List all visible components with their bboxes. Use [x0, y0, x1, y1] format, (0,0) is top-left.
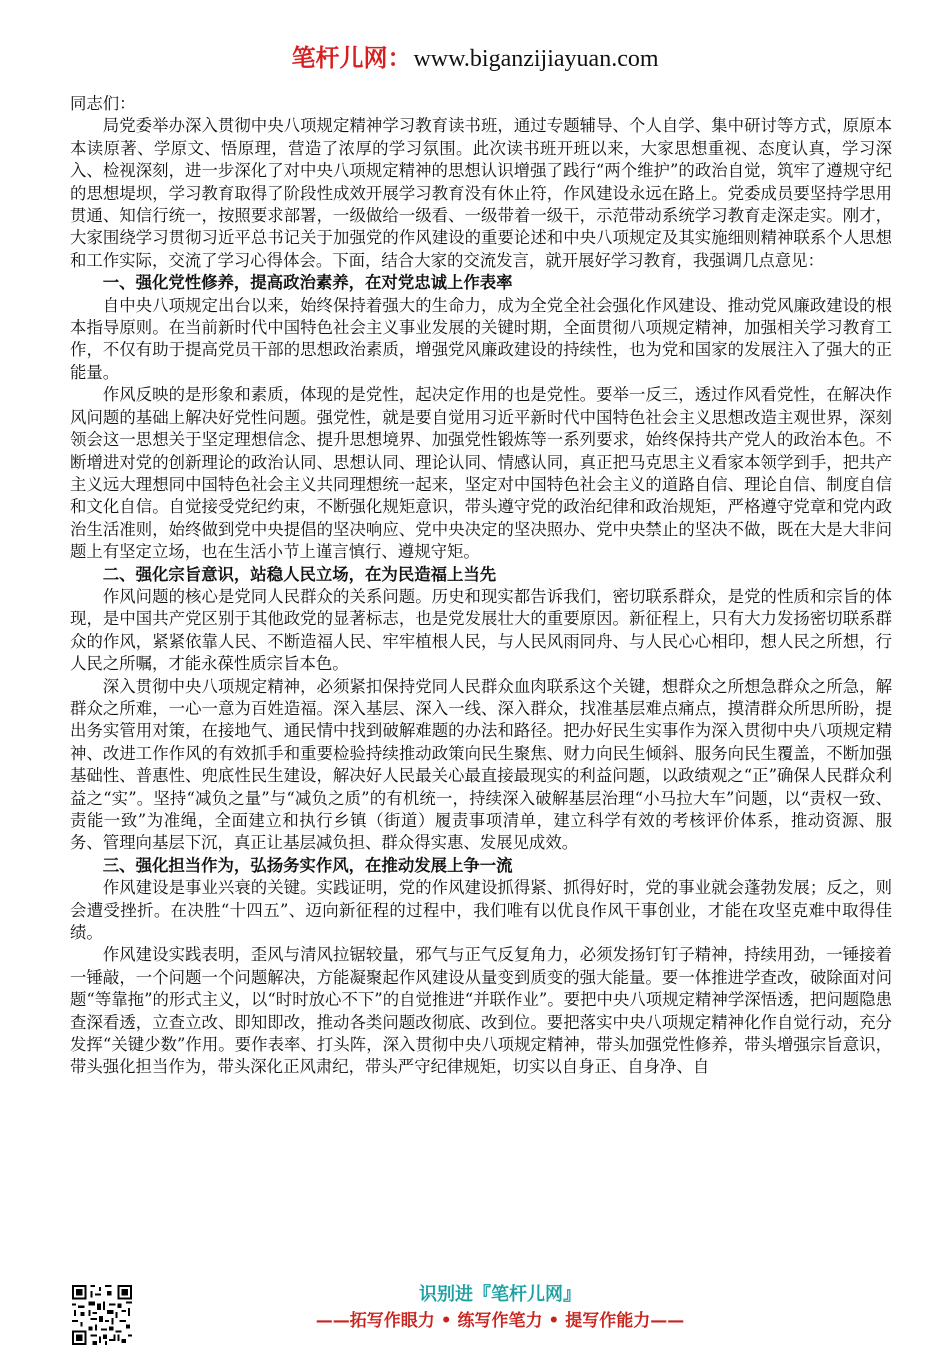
body-paragraph: 深入贯彻中央八项规定精神，必须紧扣保持党同人民群众血肉联系这个关键，想群众之所想急群众之所急，解群众之所难，一心一意为百姓造福。深入基层、深入一线、深入群众，找准基层难点痛点，摸清群众所思所盼，提出务实管用对策，在接地气、通民情中找到破解难题的办法和路径。把办好民生实事作为深入贯彻中央八项规定精神、改进工作作风的有效抓手和重要检验持续推动政策向民生聚焦、财力向民生倾斜、服务向民生覆盖，不断加强基础性、普惠性、兜底性民生建设，解决好人民最关心最直接最现实的利益问题，以政绩观之“正”确保人民群众利益之“实”。坚持“减负之量”与“减负之质”的有机统一，持续深入破解基层治理“小马拉大车”问题，以“责权一致、责能一致”为准绳，全面建立和执行乡镇（街道）履责事项清单，建立科学有效的考核评价体系，推动资源、服务、管理向基层下沉，真正让基层减负担、群众得实惠、发展见成效。: [70, 676, 892, 853]
site-url[interactable]: www.biganzijiayuan.com: [413, 46, 659, 72]
site-brand: 笔杆儿网：: [291, 46, 412, 72]
salutation: 同志们：: [70, 94, 136, 113]
body-paragraph: 作风建设实践表明，歪风与清风拉锯较量，邪气与正气反复角力，必须发扬钉钉子精神，持续用劲，一锤接着一锤敲，一个问题一个问题解决，方能凝聚起作风建设从量变到质变的强大能量。要一体推进学查改，破除面对问题“等靠拖”的形式主义，以“时时放心不下”的自觉推进“并联作业”。要把中央八项规定精神学深悟透，把问题隐患查深看透，立查立改、即知即改，推动各类问题改彻底、改到位。要把落实中央八项规定精神化作自觉行动，充分发挥“关键少数”作用。要作表率、打头阵，深入贯彻中央八项规定精神，带头加强党性修养，带头增强宗旨意识，带头强化担当作为，带头深化正风肃纪，带头严守纪律规矩，切实以自身正、自身净、自: [70, 945, 892, 1077]
body-paragraph: 自中央八项规定出台以来，始终保持着强大的生命力，成为全党全社会强化作风建设、推动党风廉政建设的根本指导原则。在当前新时代中国特色社会主义事业发展的关键时期，全面贯彻八项规定精神，加强相关学习教育工作，不仅有助于提高党员干部的思想政治素质，增强党风廉政建设的持续性，也为党和国家的发展注入了强大的正能量。: [70, 295, 892, 382]
section-heading-1: 一、强化党性修养，提高政治素养，在对党忠诚上作表率: [102, 273, 513, 293]
qr-code-icon: [72, 1285, 132, 1345]
section-heading-3: 三、强化担当作为，弘扬务实作风，在推动发展上争一流: [102, 855, 513, 875]
intro-paragraph: 局党委举办深入贯彻中央八项规定精神学习教育读书班，通过专题辅导、个人自学、集中研讨等方式，原原本本读原著、学原文、悟原理，营造了浓厚的学习氛围。此次读书班开班以来，大家思想重视、态度认真，学习深入、检视深刻，进一步深化了对中央八项规定精神的思想认识增强了践行“两个维护”的政治自觉，筑牢了遵规守纪的思想堤坝，学习教育取得了阶段性成效开展学习教育没有休止符，作风建设永远在路上。党委成员要坚持学思用贯通、知信行统一，按照要求部署，一级做给一级看、一级带着一级干，示范带动系统学习教育走深走实。刚才，大家围绕学习贯彻习近平总书记关于加强党的作风建设的重要论述和中央八项规定及其实施细则精神联系个人思想和工作实际，交流了学习心得体会。下面，结合大家的交流发言，就开展好学习教育，我强调几点意见：: [70, 116, 892, 270]
body-paragraph: 作风建设是事业兴衰的关键。实践证明，党的作风建设抓得紧、抓得好时，党的事业就会蓬勃发展；反之，则会遭受挫折。在决胜“十四五”、迈向新征程的过程中，我们唯有以优良作风干事创业，才能在攻坚克难中取得佳绩。: [70, 878, 892, 943]
section-heading-2: 二、强化宗旨意识，站稳人民立场，在为民造福上当先: [102, 564, 497, 584]
footer-slogan: ——拓写作眼力 • 练写作笔力 • 提写作能力——: [315, 1311, 685, 1331]
body-paragraph: 作风反映的是形象和素质，体现的是党性，起决定作用的也是党性。要举一反三，透过作风看党性，在解决作风问题的基础上解决好党性问题。强党性，就是要自觉用习近平新时代中国特色社会主义思想改造主观世界，深刻领会这一思想关于坚定理想信念、提升思想境界、加强党性锻炼等一系列要求，始终保持共产党人的政治本色。不断增进对党的创新理论的政治认同、思想认同、理论认同、情感认同，真正把马克思主义看家本领学到手，把共产主义远大理想同中国特色社会主义共同理想统一起来，坚定对中国特色社会主义的道路自信、理论自信、制度自信和文化自信。自觉接受党纪约束，不断强化规矩意识，带头遵守党的政治纪律和政治规矩，严格遵守党章和党内政治生活准则，始终做到党中央提倡的坚决响应、党中央决定的坚决照办、党中央禁止的坚决不做，既在大是大非问题上有坚定立场，也在生活小节上谨言慎行、遵规守矩。: [70, 385, 892, 562]
body-paragraph: 作风问题的核心是党同人民群众的关系问题。历史和现实都告诉我们，密切联系群众，是党的性质和宗旨的体现，是中国共产党区别于其他政党的显著标志，也是党发展壮大的重要原因。新征程上，只有大力发扬密切联系群众的作风，紧紧依靠人民、不断造福人民、牢牢植根人民，与人民风雨同舟、与人民心心相印，想人民之所想，行人民之所嘱，才能永葆性质宗旨本色。: [70, 586, 892, 674]
article-body: [70, 93, 892, 1079]
footer-brand: 识别进『笔杆儿网』: [419, 1284, 581, 1305]
site-header: [0, 44, 950, 74]
